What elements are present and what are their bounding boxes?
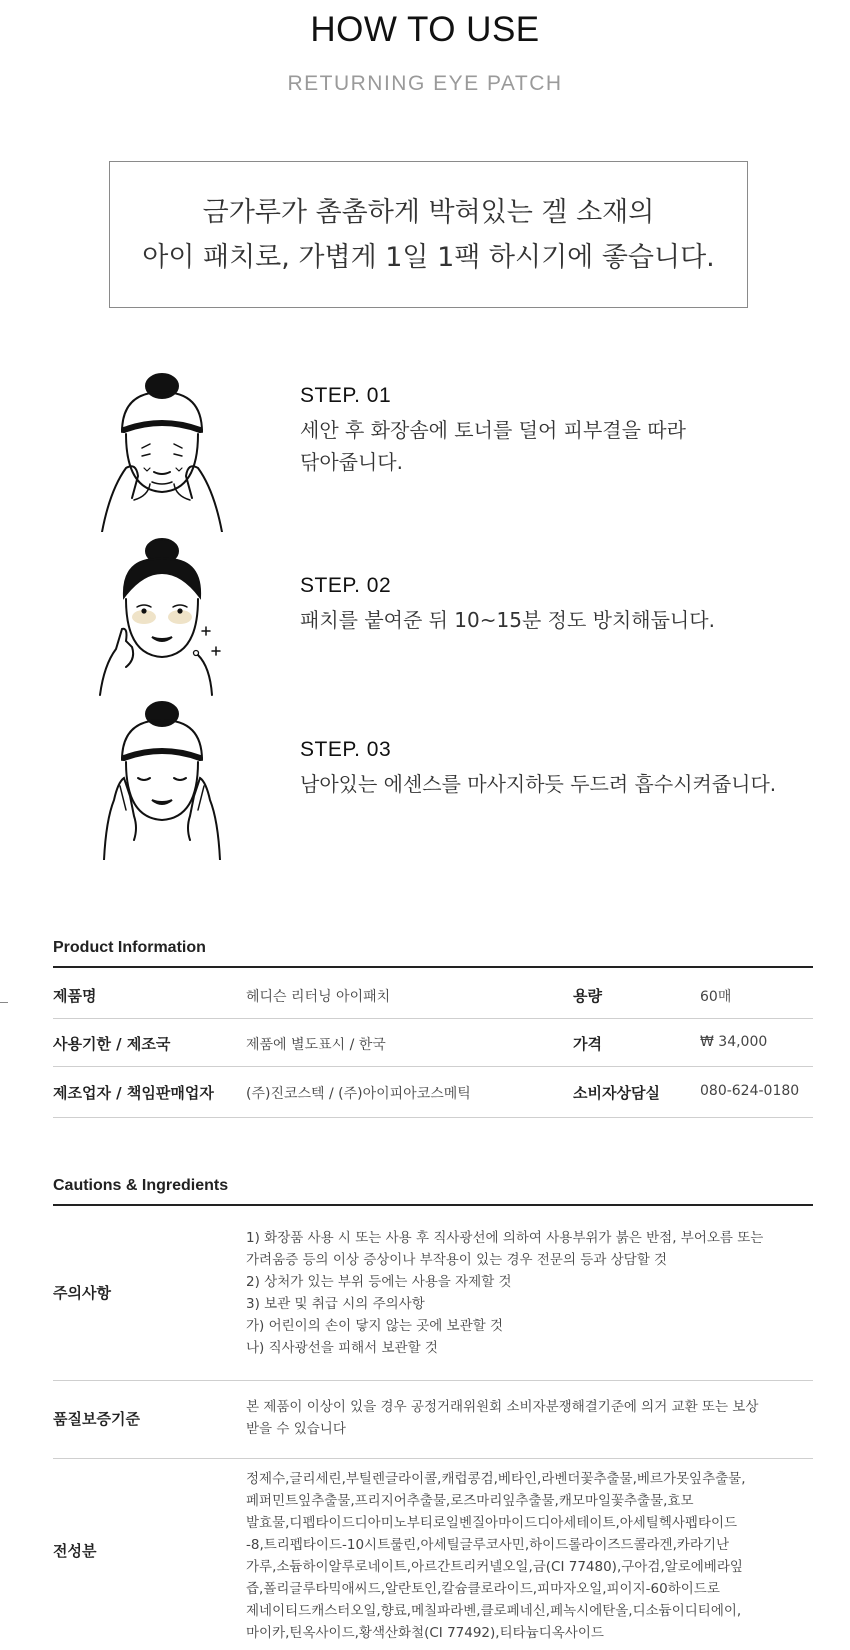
info-key-product-name: 제품명 bbox=[53, 987, 97, 1005]
ingredients-line: 페퍼민트잎추출물,프리지어추출물,로즈마리잎추출물,캐모마일꽃추출물,효모 bbox=[246, 1493, 694, 1509]
cautions-top-rule bbox=[53, 1204, 813, 1206]
info-row-3 bbox=[53, 1068, 813, 1116]
ingredients-line: -8,트리펩타이드-10시트룰린,아세틸글루코사민,하이드롤라이즈드콜라겐,카라기난 bbox=[246, 1537, 730, 1553]
product-info-title: Product Information bbox=[53, 939, 206, 956]
ingredients-text bbox=[246, 1468, 816, 1644]
step-3-line-1: 남아있는 에센스를 마사지하듯 두드려 흡수시켜줍니다. bbox=[300, 772, 777, 796]
product-info-top-rule bbox=[53, 966, 813, 968]
caution-label-quality: 품질보증기준 bbox=[53, 1410, 140, 1428]
step-3-label: STEP. 03 bbox=[300, 738, 392, 761]
step-2-line-1: 패치를 붙여준 뒤 10~15분 정도 방치해둡니다. bbox=[300, 608, 715, 632]
info-value-expiry-origin: 제품에 별도표시 / 한국 bbox=[246, 1037, 386, 1053]
caution-line: 2) 상처가 있는 부위 등에는 사용을 자제할 것 bbox=[246, 1274, 512, 1290]
info-divider-2 bbox=[53, 1066, 813, 1067]
cautions-divider-2 bbox=[53, 1458, 813, 1459]
ingredients-line: 정제수,글리세린,부틸렌글라이콜,캐럽콩검,베타인,라벤더꽃추출물,베르가못잎추출물, bbox=[246, 1471, 746, 1487]
step-2-label: STEP. 02 bbox=[300, 574, 392, 597]
info-divider-3 bbox=[53, 1117, 813, 1118]
step-1-line-2: 닦아줍니다. bbox=[300, 450, 403, 474]
info-value-price: ₩ 34,000 bbox=[700, 1034, 768, 1050]
caution-line: 나) 직사광선을 피해서 보관할 것 bbox=[246, 1340, 438, 1356]
ingredients-line: 제네이티드캐스터오일,향료,메칠파라벤,클로페네신,페녹시에탄올,디소듐이디티에이, bbox=[246, 1603, 742, 1619]
intro-line-2: 아이 패치로, 가볍게 1일 1팩 하시기에 좋습니다. bbox=[142, 241, 715, 273]
info-value-manufacturer: (주)진코스텍 / (주)아이피아코스메틱 bbox=[246, 1086, 471, 1102]
intro-box bbox=[109, 161, 748, 308]
step-3-text bbox=[300, 768, 776, 800]
cautions-title: Cautions & Ingredients bbox=[53, 1177, 229, 1194]
face-eye-patch-illustration bbox=[92, 537, 232, 697]
cautions-divider-1 bbox=[53, 1380, 813, 1381]
step-2-text bbox=[300, 604, 715, 636]
info-row-2 bbox=[53, 1019, 813, 1067]
quality-line: 받을 수 있습니다 bbox=[246, 1421, 346, 1437]
info-value-product-name: 헤디슨 리터닝 아이패치 bbox=[246, 989, 391, 1005]
ingredients-line: 즙,폴리글루타믹애씨드,알란토인,칼슘클로라이드,피마자오일,피이지-60하이드로 bbox=[246, 1581, 720, 1597]
page-title: HOW TO USE bbox=[310, 10, 540, 49]
product-subtitle: RETURNING EYE PATCH bbox=[287, 72, 563, 95]
caution-label-precautions: 주의사항 bbox=[53, 1284, 111, 1302]
ingredients-line: 가루,소듐하이알루로네이트,아르간트리커넬오일,금(CI 77480),구아검,알로에베라잎 bbox=[246, 1559, 743, 1575]
intro-line-1: 금가루가 촘촘하게 박혀있는 겔 소재의 bbox=[202, 196, 655, 228]
ingredients-line: 발효물,디펩타이드디아미노부티로일벤질아마이드디아세테이트,아세틸헥사펩타이드 bbox=[246, 1515, 738, 1531]
face-toner-illustration bbox=[92, 372, 232, 532]
info-row-1 bbox=[53, 971, 813, 1019]
info-key-consumer-center: 소비자상담실 bbox=[573, 1084, 660, 1102]
ingredients-line: 마이카,틴옥사이드,황색산화철(CI 77492),티타늄디옥사이드 bbox=[246, 1625, 604, 1641]
info-key-expiry-origin: 사용기한 / 제조국 bbox=[53, 1035, 171, 1053]
step-1-line-1: 세안 후 화장솜에 토너를 덜어 피부결을 따라 bbox=[300, 418, 686, 442]
info-key-price: 가격 bbox=[573, 1035, 602, 1053]
step-1-text bbox=[300, 414, 686, 478]
caution-line: 가) 어린이의 손이 닿지 않는 곳에 보관할 것 bbox=[246, 1318, 504, 1334]
caution-line: 3) 보관 및 취급 시의 주의사항 bbox=[246, 1296, 425, 1312]
info-value-capacity: 60매 bbox=[700, 989, 732, 1005]
caution-line: 가려움증 등의 이상 증상이나 부작용이 있는 경우 전문의 등과 상담할 것 bbox=[246, 1252, 668, 1268]
info-value-consumer-center: 080-624-0180 bbox=[700, 1083, 800, 1099]
quality-line: 본 제품이 이상이 있을 경우 공정거래위원회 소비자분쟁해결기준에 의거 교환 또는 보상 bbox=[246, 1399, 759, 1415]
step-1-label: STEP. 01 bbox=[300, 384, 392, 407]
caution-line: 1) 화장품 사용 시 또는 사용 후 직사광선에 의하여 사용부위가 붉은 반점, 부어오름 또는 bbox=[246, 1230, 764, 1246]
caution-text-quality bbox=[246, 1396, 816, 1440]
side-marker bbox=[0, 1002, 8, 1003]
caution-label-ingredients: 전성분 bbox=[53, 1542, 97, 1560]
info-key-capacity: 용량 bbox=[573, 987, 602, 1005]
face-massage-illustration bbox=[92, 700, 232, 860]
caution-text-precautions bbox=[246, 1227, 816, 1359]
info-key-manufacturer: 제조업자 / 책임판매업자 bbox=[53, 1084, 214, 1102]
